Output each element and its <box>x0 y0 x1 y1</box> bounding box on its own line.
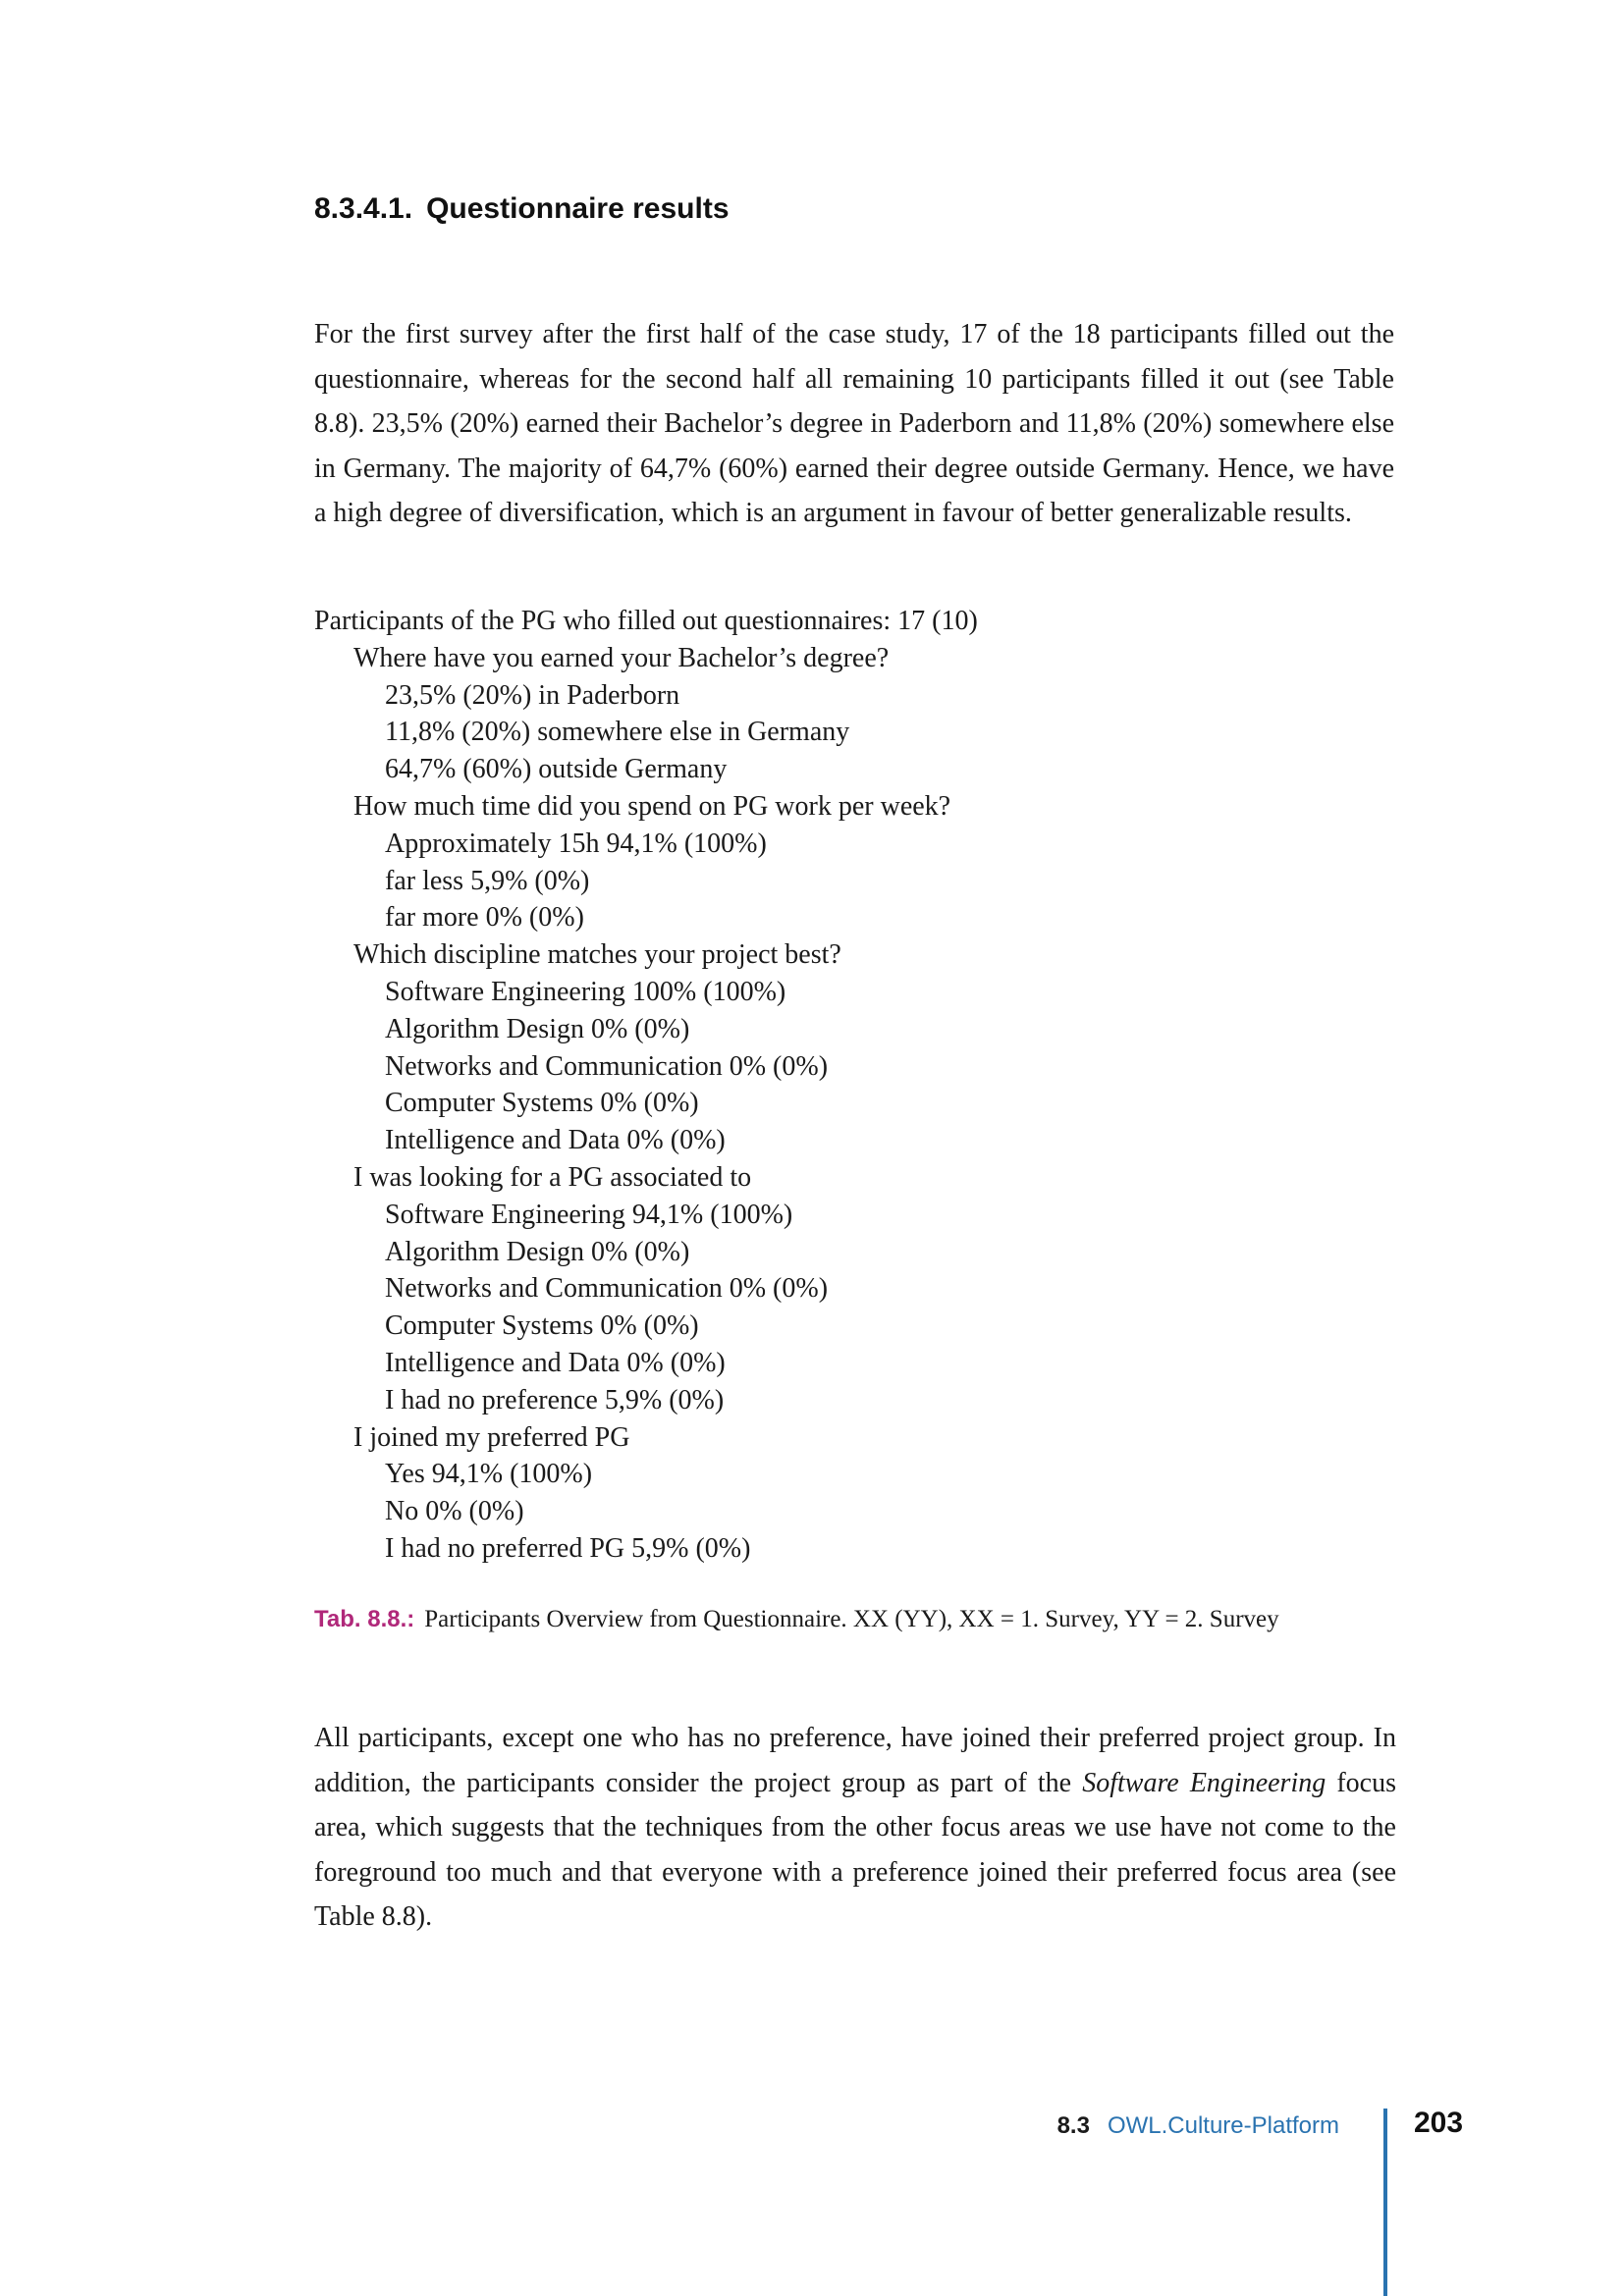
table-caption-text: Participants Overview from Questionnaire. XX (YY), XX = 1. Survey, YY = 2. Survey <box>424 1606 1279 1632</box>
answer-item: Computer Systems 0% (0%) <box>385 1088 699 1119</box>
footer-divider-rule <box>1383 2109 1387 2296</box>
intro-paragraph: For the first survey after the first half of the case study, 17 of the 18 participants filled out the questionnaire, whereas for the second half all remaining 10 participants filled it out (see Table 8.8). 23,5% (20%) earned their Bachelor’s degree in Paderborn and 11,8% (20%) somewhere else in Germany. The majority of 64,7% (60%) earned their degree outside Germany. Hence, we have a high degree of diversification, which is an argument in favour of better generalizable results. <box>314 319 1394 528</box>
conclusion-text-after: focus area, which suggests that the techniques from the other focus areas we use have not come to the foreground too much and that everyone with a preference joined their preferred focus area (see Table 8.8). <box>314 1767 1396 1932</box>
running-footer <box>1057 2112 1339 2140</box>
answer-item: Approximately 15h 94,1% (100%) <box>385 828 767 859</box>
table-caption <box>314 1602 1394 1637</box>
conclusion-text-before: All participants, except one who has no preference, have joined their preferred project group. In addition, the participants consider the project group as part of the <box>314 1723 1396 1798</box>
section-heading-title: Questionnaire results <box>426 192 730 225</box>
answer-item: 64,7% (60%) outside Germany <box>385 754 728 785</box>
answer-item: Algorithm Design 0% (0%) <box>385 1013 690 1044</box>
answer-item: Algorithm Design 0% (0%) <box>385 1236 690 1267</box>
question-discipline-match: Which discipline matches your project best? <box>353 939 841 971</box>
answer-item: 11,8% (20%) somewhere else in Germany <box>385 717 850 748</box>
answer-item: Networks and Communication 0% (0%) <box>385 1273 829 1305</box>
answer-item: 23,5% (20%) in Paderborn <box>385 679 680 711</box>
question-bachelor-degree: Where have you earned your Bachelor’s degree? <box>353 642 890 673</box>
answer-item: far less 5,9% (0%) <box>385 865 590 896</box>
footer-section-title: OWL.Culture-Platform <box>1107 2112 1339 2139</box>
questionnaire-results-list <box>314 603 1394 1568</box>
footer-section-number: 8.3 <box>1056 2112 1090 2139</box>
table-caption-label: Tab. 8.8.: <box>314 1606 415 1632</box>
answer-item: Intelligence and Data 0% (0%) <box>385 1347 726 1378</box>
answer-item: Networks and Communication 0% (0%) <box>385 1050 829 1082</box>
answer-item: I had no preference 5,9% (0%) <box>385 1384 725 1415</box>
conclusion-paragraph <box>314 1716 1396 1940</box>
section-heading <box>314 192 730 226</box>
section-heading-number: 8.3.4.1. <box>314 192 413 225</box>
conclusion-emphasis: Software Engineering <box>1082 1767 1326 1798</box>
answer-item: No 0% (0%) <box>385 1496 524 1527</box>
answer-item: Computer Systems 0% (0%) <box>385 1310 699 1342</box>
page-number: 203 <box>1414 2107 1464 2139</box>
question-joined-preferred-pg: I joined my preferred PG <box>353 1421 630 1453</box>
questionnaire-root-line: Participants of the PG who filled out questionnaires: 17 (10) <box>314 606 978 636</box>
answer-item: Yes 94,1% (100%) <box>385 1459 593 1490</box>
answer-item: far more 0% (0%) <box>385 902 584 934</box>
question-time-per-week: How much time did you spend on PG work per week? <box>353 790 951 822</box>
answer-item: Software Engineering 100% (100%) <box>385 976 786 1007</box>
question-pg-association: I was looking for a PG associated to <box>353 1161 752 1193</box>
answer-item: Software Engineering 94,1% (100%) <box>385 1199 793 1230</box>
answer-item: I had no preferred PG 5,9% (0%) <box>385 1532 751 1564</box>
answer-item: Intelligence and Data 0% (0%) <box>385 1125 726 1156</box>
